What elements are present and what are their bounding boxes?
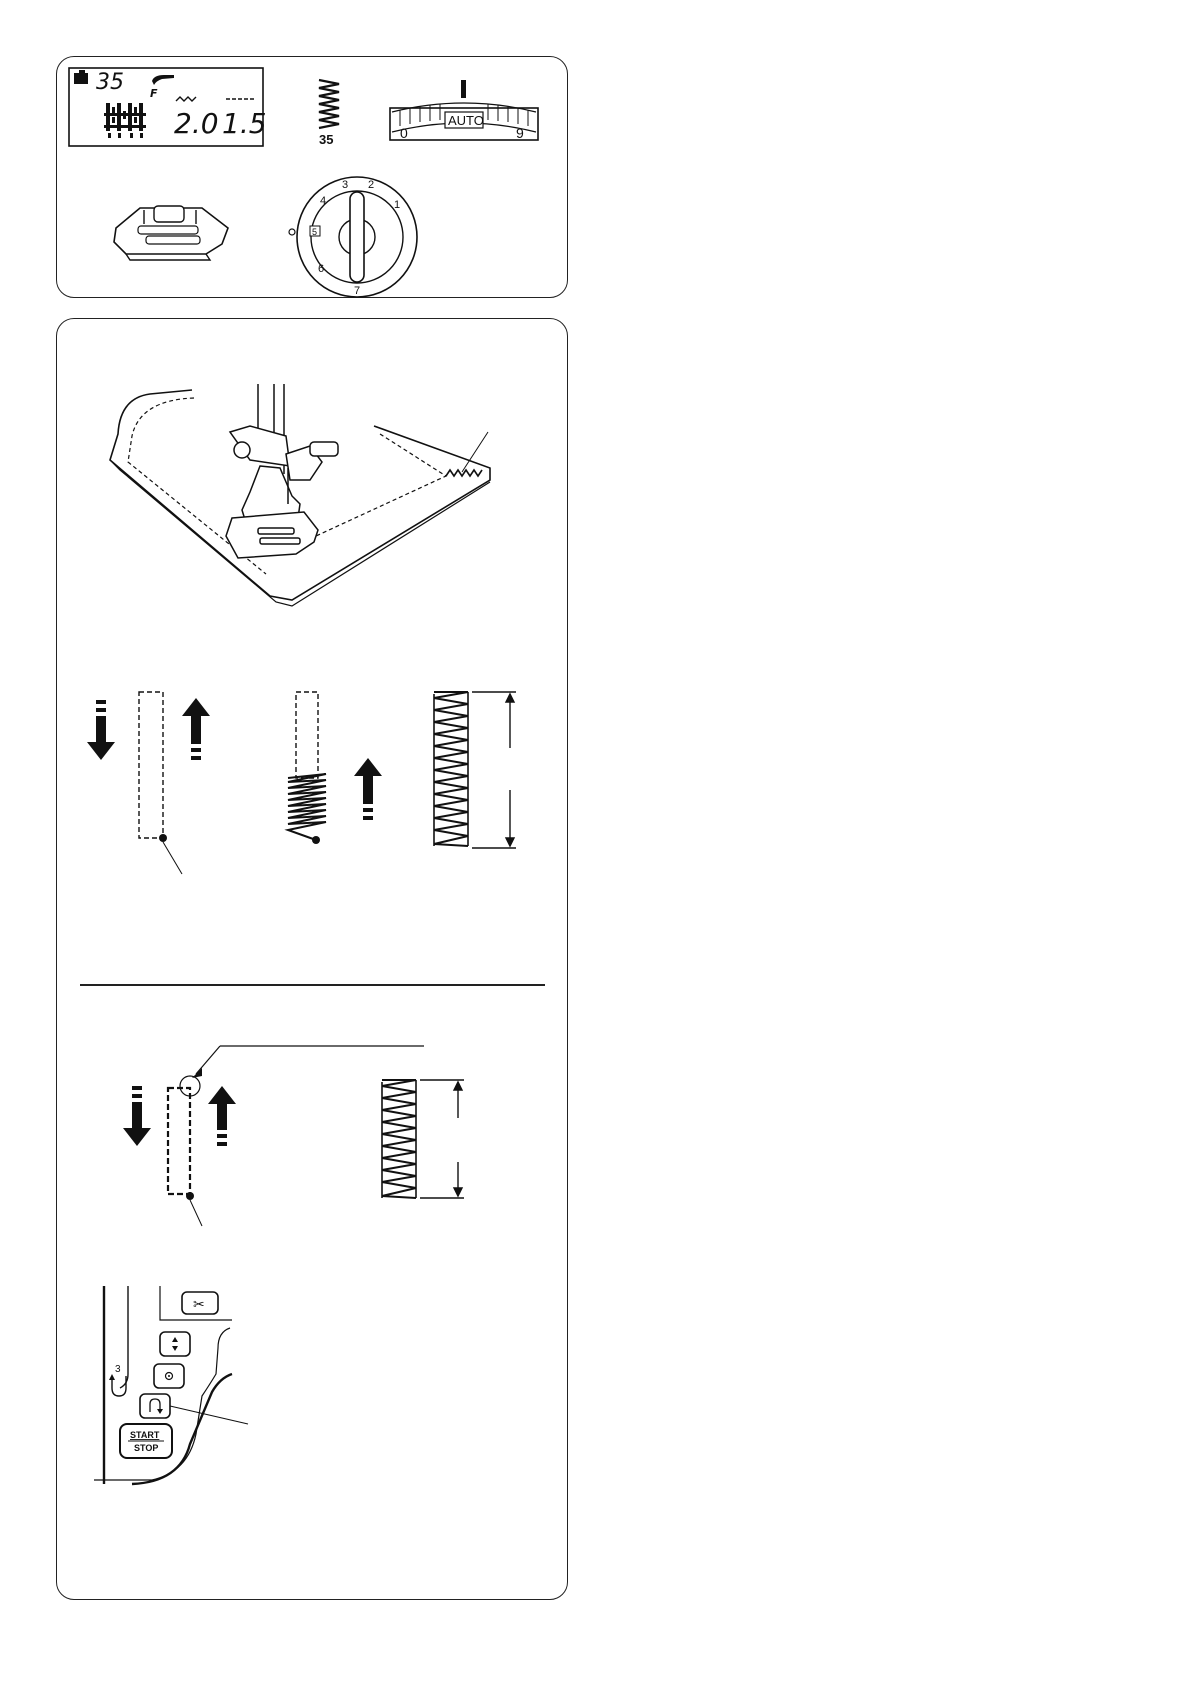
dial-number-2: 2 — [368, 179, 375, 191]
length-dimension-marker — [420, 1080, 464, 1198]
presser-foot-f — [110, 198, 234, 270]
stitch-length-value: 1.5 — [222, 107, 267, 140]
machine-control-panel-illustration — [92, 1284, 252, 1490]
step-diagram-straight-stitch — [84, 690, 234, 880]
pressure-dial — [290, 172, 420, 302]
end-point-dot — [312, 836, 320, 844]
arrow-up-icon — [354, 758, 382, 820]
stitch-outline — [168, 1088, 190, 1194]
stitch-width-value: 2.0 — [174, 107, 219, 140]
stitch-pattern-icon — [315, 78, 345, 146]
zigzag-stitch — [434, 692, 468, 846]
pattern-number: 35 — [96, 70, 124, 95]
start-point-leader — [190, 1200, 202, 1226]
dial-number-7: 7 — [354, 285, 361, 297]
section-divider — [80, 984, 545, 986]
stop-label: STOP — [134, 1443, 159, 1453]
tension-min-label: 0 — [400, 125, 408, 141]
stitch-outline — [139, 692, 163, 838]
thread-cutter-button[interactable] — [182, 1292, 218, 1314]
step-diagram-partial-bartack — [286, 690, 406, 850]
dial-number-1: 1 — [394, 199, 401, 211]
length-dimension-marker — [472, 692, 516, 848]
tension-max-label: 9 — [516, 125, 524, 141]
side-number: 3 — [115, 1364, 121, 1375]
callout-leader — [170, 1406, 248, 1424]
dial-number-3: 3 — [342, 179, 349, 191]
foot-letter: F — [150, 87, 158, 100]
start-point-dot — [159, 834, 167, 842]
start-point-dot — [186, 1192, 194, 1200]
arrow-up-icon — [208, 1086, 236, 1146]
step-diagram-complete-bartack — [432, 690, 532, 852]
dial-index-mark — [289, 229, 295, 235]
start-stop-button[interactable] — [120, 1424, 172, 1458]
side-reverse-icon — [109, 1364, 126, 1396]
scissors-icon: ✂ — [193, 1297, 205, 1313]
stitch-outline — [296, 692, 318, 778]
thread-tension-dial — [388, 78, 540, 144]
tension-pointer — [461, 80, 466, 98]
dial-number-6: 6 — [318, 263, 325, 275]
sewing-foot-on-fabric-illustration — [110, 384, 500, 606]
stitch-icon-number: 35 — [319, 132, 334, 147]
tension-auto-label: AUTO — [448, 113, 484, 128]
start-label: START — [130, 1430, 160, 1440]
zigzag-stitch — [382, 1080, 416, 1198]
zigzag-stitch — [288, 774, 326, 840]
start-point-leader — [163, 842, 182, 874]
arrow-up-icon — [182, 698, 210, 760]
lock-stitch-button[interactable] — [154, 1364, 184, 1388]
step-diagram-short-complete-bartack — [380, 1078, 480, 1202]
needle-up-down-button[interactable] — [160, 1332, 190, 1356]
lcd-display — [68, 67, 267, 147]
reverse-button[interactable] — [140, 1394, 170, 1418]
arrow-down-icon — [87, 700, 115, 760]
arrow-down-icon — [123, 1086, 151, 1146]
dial-number-5: 5 — [312, 227, 318, 237]
dial-number-4: 4 — [320, 195, 327, 207]
